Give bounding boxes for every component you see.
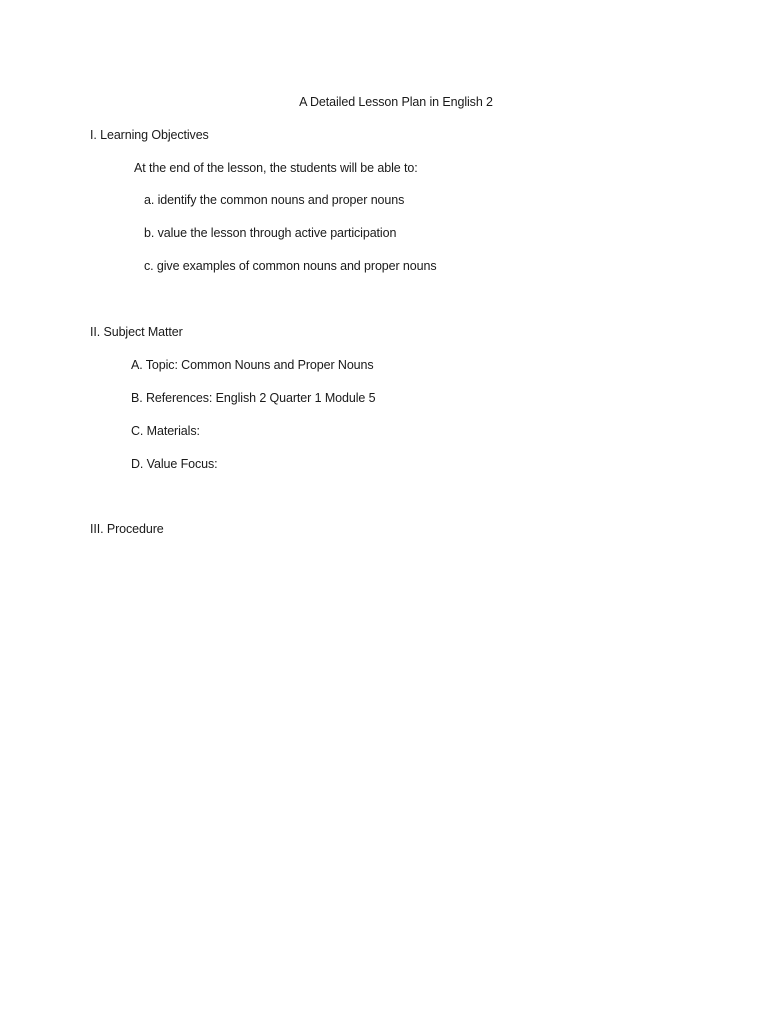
document-title — [0, 94, 768, 110]
subject-matter-item: B. References: English 2 Quarter 1 Module 5 — [131, 391, 376, 405]
objective-item: a. identify the common nouns and proper nouns — [144, 193, 405, 207]
document-title-text: A Detailed Lesson Plan in English 2 — [299, 95, 493, 109]
subject-matter-item: A. Topic: Common Nouns and Proper Nouns — [131, 358, 374, 372]
section-heading-objectives: I. Learning Objectives — [90, 128, 209, 142]
subject-matter-item: D. Value Focus: — [131, 457, 218, 471]
objective-item: b. value the lesson through active participation — [144, 226, 397, 240]
section-heading-subject-matter: II. Subject Matter — [90, 325, 183, 339]
section-heading-procedure: III. Procedure — [90, 522, 164, 536]
subject-matter-item: C. Materials: — [131, 424, 200, 438]
objective-item: c. give examples of common nouns and proper nouns — [144, 259, 437, 273]
objectives-intro: At the end of the lesson, the students will be able to: — [134, 161, 418, 175]
